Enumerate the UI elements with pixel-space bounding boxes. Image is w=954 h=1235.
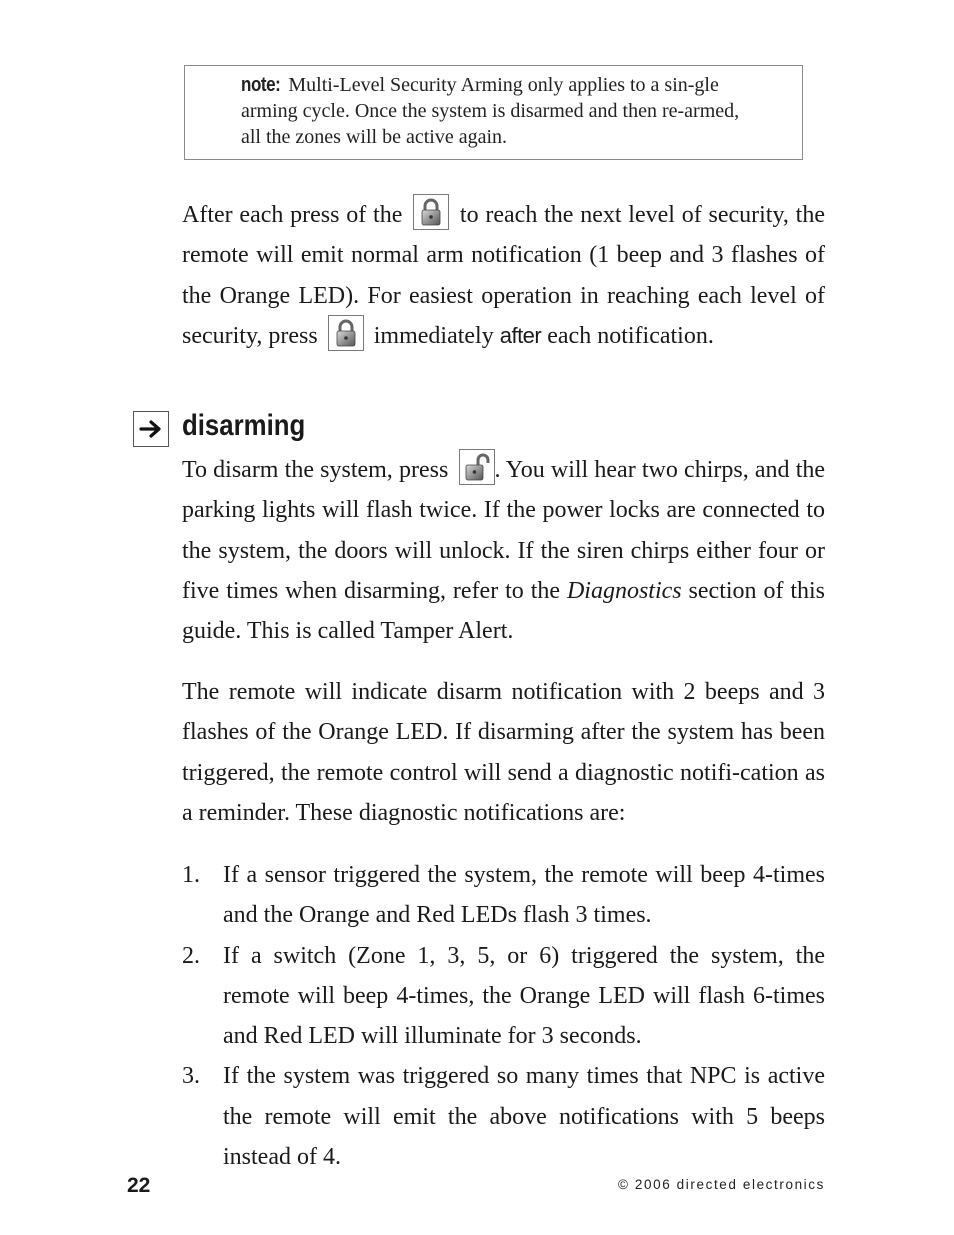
lock-icon <box>328 315 364 351</box>
copyright: © 2006 directed electronics <box>618 1177 825 1192</box>
lock-icon <box>413 194 449 230</box>
note-body: Multi-Level Security Arming only applies to a sin-gle arming cycle. Once the system is disarmed and then re-armed, all the zones will be active again. <box>241 74 740 148</box>
note-label: note: <box>241 74 281 96</box>
note-text <box>241 72 761 150</box>
list-item: 2. If a switch (Zone 1, 3, 5, or 6) triggered the system, the remote will beep 4-times, the Orange LED will flash 6-times and Red LED will illuminate for 3 seconds. <box>182 942 825 1050</box>
emphasis-after: after <box>499 322 542 348</box>
disarming-paragraph-2: The remote will indicate disarm notification with 2 beeps and 3 flashes of the Orange LED. If disarming after the system has been triggered, the remote control will send a diagnostic notifi-cation as a reminder. These diagnostic notifications are: <box>182 679 825 826</box>
disarming-paragraph-1: To disarm the system, press . You will hear two chirps, and the parking lights will flash twice. If the power locks are connected to the system, the doors will unlock. If the siren chirps either four or five times when disarming, refer to the Diagnostics section of this guide. This is called Tamper Alert. <box>182 450 825 651</box>
unlock-icon <box>459 449 495 485</box>
arming-paragraph: After each press of the to reach the next level of security, the remote will emit normal arm notification (1 beep and 3 flashes of the Orange LED). For easiest operation in reaching each level of security, press immediately after each notification. <box>182 195 825 356</box>
list-item: 3. If the system was triggered so many times that NPC is active the remote will emit the above notifications with 5 beeps instead of 4. <box>182 1063 825 1171</box>
list-item: 1. If a sensor triggered the system, the remote will beep 4-times and the Orange and Red LEDs flash 3 times. <box>182 862 825 929</box>
section-heading: disarming <box>182 409 306 442</box>
arrow-right-icon <box>133 411 169 447</box>
diagnostic-list <box>182 855 825 1177</box>
page-number: 22 <box>127 1174 151 1197</box>
